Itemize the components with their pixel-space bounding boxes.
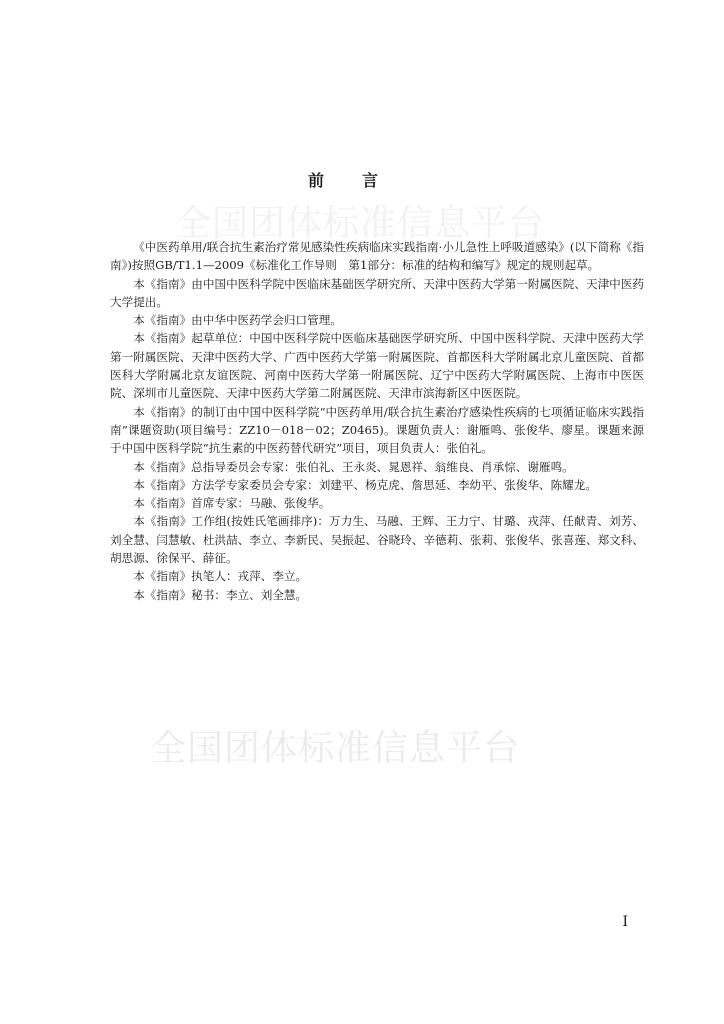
watermark-top: 全国团体标准信息平台 [175, 203, 546, 244]
watermark-bottom: 全国团体标准信息平台 [150, 728, 521, 769]
paragraph-chief-experts: 本《指南》首席专家：马融、张俊华。 [133, 496, 331, 511]
page-number: I [622, 914, 628, 930]
paragraph-proposer: 本《指南》由中国中医科学院中医临床基础医学研究所、天津中医药大学第一附属医院、天津中医药大学提出。 [110, 276, 644, 309]
paragraph-authors: 本《指南》执笔人：戎萍、李立。 [133, 569, 308, 584]
paragraph-drafting-units: 本《指南》起草单位：中国中医科学院中医临床基础医学研究所、中国中医科学院、天津中医药大学第一附属医院、天津中医药大学、广西中医药大学第一附属医院、首都医科大学附属北京儿童医院、首都医科大学附属北京友谊医院、河南中医药大学第一附属医院、辽宁中医药大学附属医院、上海市中医医院、深圳市儿童医院、天津中医药大学第二附属医院、天津市滨海新区中医医院。 [110, 331, 644, 401]
paragraph-secretaries: 本《指南》秘书：李立、刘全慧。 [133, 587, 308, 602]
paragraph-management: 本《指南》由中华中医药学会归口管理。 [133, 313, 342, 328]
foreword-body [110, 238, 644, 604]
paragraph-funding: 本《指南》的制订由中国中医科学院“中医药单用/联合抗生素治疗感染性疾病的七项循证临床实践指南”课题资助(项目编号：ZZ10－018－02；Z0465)。课题负责人：谢雁鸣、张俊华、廖星。课题来源于中国中医科学院“抗生素的中医药替代研究”项目，项目负责人：张伯礼。 [110, 404, 644, 456]
paragraph-methodology-committee: 本《指南》方法学专家委员会专家：刘建平、杨克虎、詹思延、李幼平、张俊华、陈耀龙。 [133, 477, 597, 492]
page-title: 前言 [307, 171, 416, 190]
paragraph-drafting-rules: 《中医药单用/联合抗生素治疗常见感染性疾病临床实践指南·小儿急性上呼吸道感染》(以下简称《指南》)按照GB/T1.1—2009《标准化工作导则 第1部分：标准的结构和编写》规定的规则起草。 [110, 240, 644, 273]
paragraph-working-group: 本《指南》工作组(按姓氏笔画排序)：万力生、马融、王辉、王力宁、甘璐、戎萍、任献青、刘芳、刘全慧、闫慧敏、杜洪喆、李立、李新民、吴振起、谷晓玲、辛德莉、张莉、张俊华、张喜莲、郑文科、胡思源、徐保平、薛征。 [110, 514, 644, 566]
paragraph-steering-committee: 本《指南》总指导委员会专家：张伯礼、王永炎、晁恩祥、翁维良、肖承悰、谢雁鸣。 [133, 459, 574, 474]
